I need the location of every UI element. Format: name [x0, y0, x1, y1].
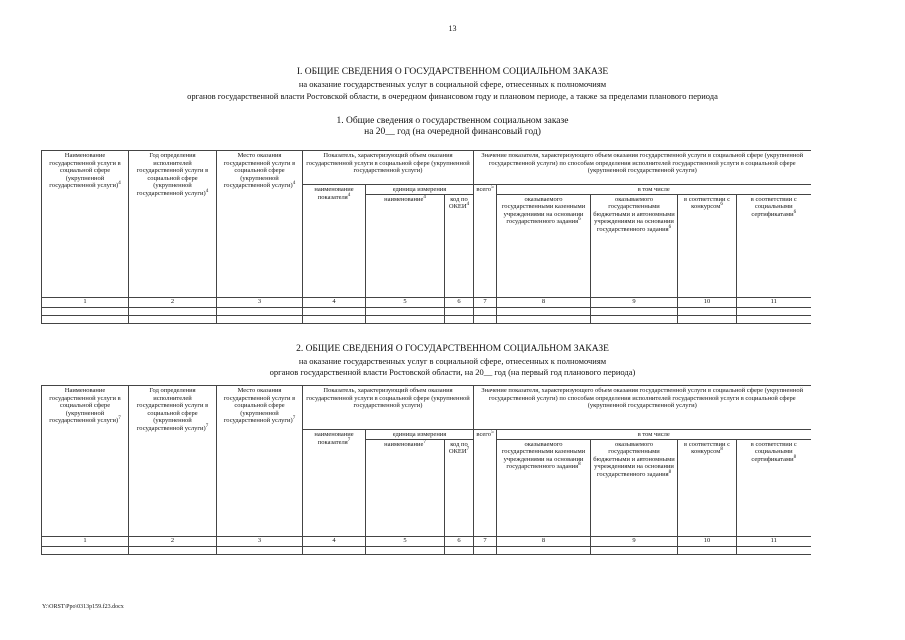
t1-indicator-name: наименование показателя$^4$ — [303, 185, 366, 298]
t2-col1-header: Наименование государственной услуги в социальной сфере (укрупненной государственной услуги)$^7$ — [42, 386, 129, 537]
t1-num: 7 — [474, 297, 497, 307]
section2-line3: органов государственной власти Ростовской области, на 20__ год (на первый год планового периода) — [269, 367, 636, 377]
t2-num: 4 — [303, 536, 366, 546]
t2-num: 5 — [366, 536, 445, 546]
t2-col8: оказываемого государственными казенными учреждениями на основании государственного задания$^8$ — [497, 439, 591, 536]
table1 — [41, 150, 811, 324]
t2-num: 7 — [474, 536, 497, 546]
t2-col11: в соответствии с социальными сертификатами$^8$ — [737, 439, 811, 536]
t2-value-header: Значение показателя, характеризующего объем оказания государственной услуги в социальной сфере (укрупненной государственной услуги) по способам определения исполнителей государственной услуги в социальной сфере (укрупненной государственной услуги) — [474, 386, 811, 430]
t1-number-row — [42, 297, 811, 307]
t1-empty-row — [42, 307, 811, 315]
t1-col9: оказываемого государственными бюджетными и автономными учреждениями на основании государственного задания$^6$ — [591, 194, 678, 297]
t1-unit-header: единица измерения — [366, 185, 474, 195]
section2-line2: на оказание государственных услуг в социальной сфере, отнесенных к полномочиям — [298, 356, 607, 366]
t2-num: 11 — [737, 536, 811, 546]
section1-subtitle: 1. Общие сведения о государственном социальном заказе — [336, 116, 569, 126]
t1-col11: в соответствии с социальными сертификатами$^6$ — [737, 194, 811, 297]
t2-indicator-name: наименование показателя$^7$ — [303, 430, 366, 537]
section1-title: I. ОБЩИЕ СВЕДЕНИЯ О ГОСУДАРСТВЕННОМ СОЦИАЛЬНОМ ЗАКАЗЕ — [296, 67, 609, 77]
t1-num: 1 — [42, 297, 129, 307]
t2-unit-okei: код по ОКЕИ$^7$ — [445, 439, 474, 536]
t2-unit-header: единица измерения — [366, 430, 474, 440]
t1-unit-name: наименование$^4$ — [366, 194, 445, 297]
t2-empty-row — [42, 546, 811, 554]
t2-num: 3 — [217, 536, 303, 546]
page-number: 13 — [448, 24, 457, 33]
table2 — [41, 385, 811, 555]
t2-num: 9 — [591, 536, 678, 546]
t1-col8: оказываемого государственными казенными учреждениями на основании государственного задания$^6$ — [497, 194, 591, 297]
t1-col1-header: Наименование государственной услуги в социальной сфере (укрупненной государственной услуги)$^4$ — [42, 151, 129, 298]
t2-col9: оказываемого государственными бюджетными и автономными учреждениями на основании государственного задания$^8$ — [591, 439, 678, 536]
section2-title: 2. ОБЩИЕ СВЕДЕНИЯ О ГОСУДАРСТВЕННОМ СОЦИАЛЬНОМ ЗАКАЗЕ — [296, 344, 609, 354]
t1-value-header: Значение показателя, характеризующего объем оказания государственной услуги в социальной сфере (укрупненной государственной услуги) по способам определения исполнителей государственной услуги в социальной сфере (укрупненной государственной услуги) — [474, 151, 811, 185]
t2-incl: в том числе — [497, 430, 811, 440]
t2-num: 1 — [42, 536, 129, 546]
t2-indicator-header: Показатель, характеризующий объем оказания государственной услуги в социальной сфере (укрупненной государственной услуги) — [303, 386, 474, 430]
t1-num: 2 — [129, 297, 217, 307]
t2-num: 6 — [445, 536, 474, 546]
t1-col10: в соответствии с конкурсом$^6$ — [678, 194, 737, 297]
t1-empty-row — [42, 315, 811, 323]
t1-col3-header: Место оказания государственной услуги в социальной сфере (укрупненной государственной услуги)$^4$ — [217, 151, 303, 298]
t1-incl: в том числе — [497, 185, 811, 195]
t2-col10: в соответствии с конкурсом$^8$ — [678, 439, 737, 536]
t1-indicator-header: Показатель, характеризующий объем оказания государственной услуги в социальной сфере (укрупненной государственной услуги) — [303, 151, 474, 185]
t2-number-row — [42, 536, 811, 546]
t1-unit-okei: код по ОКЕИ$^4$ — [445, 194, 474, 297]
t1-total: всего$^5$ — [474, 185, 497, 298]
section1-period: на 20__ год (на очередной финансовый год) — [364, 127, 541, 137]
t2-num: 2 — [129, 536, 217, 546]
t2-total: всего$^5$ — [474, 430, 497, 537]
t2-num: 10 — [678, 536, 737, 546]
t1-num: 5 — [366, 297, 445, 307]
t1-num: 10 — [678, 297, 737, 307]
section1-line2: на оказание государственных услуг в социальной сфере, отнесенных к полномочиям — [298, 79, 607, 89]
t2-col3-header: Место оказания государственной услуги в социальной сфере (укрупненной государственной услуги)$^7$ — [217, 386, 303, 537]
t2-unit-name: наименование$^7$ — [366, 439, 445, 536]
t1-num: 9 — [591, 297, 678, 307]
t1-num: 11 — [737, 297, 811, 307]
t1-num: 6 — [445, 297, 474, 307]
t1-num: 8 — [497, 297, 591, 307]
t1-num: 4 — [303, 297, 366, 307]
footer-file-path: Y:\ORST\Ppo\0313p159.f23.docx — [42, 604, 124, 610]
t1-num: 3 — [217, 297, 303, 307]
t1-col2-header: Год определения исполнителей государственной услуги в социальной сфере (укрупненной государственной услуги)$^4$ — [129, 151, 217, 298]
t2-col2-header: Год определения исполнителей государственной услуги в социальной сфере (укрупненной государственной услуги)$^7$ — [129, 386, 217, 537]
t2-num: 8 — [497, 536, 591, 546]
section1-line3: органов государственной власти Ростовской области, в очередном финансовом году и плановом периоде, а также за пределами планового периода — [187, 91, 718, 101]
